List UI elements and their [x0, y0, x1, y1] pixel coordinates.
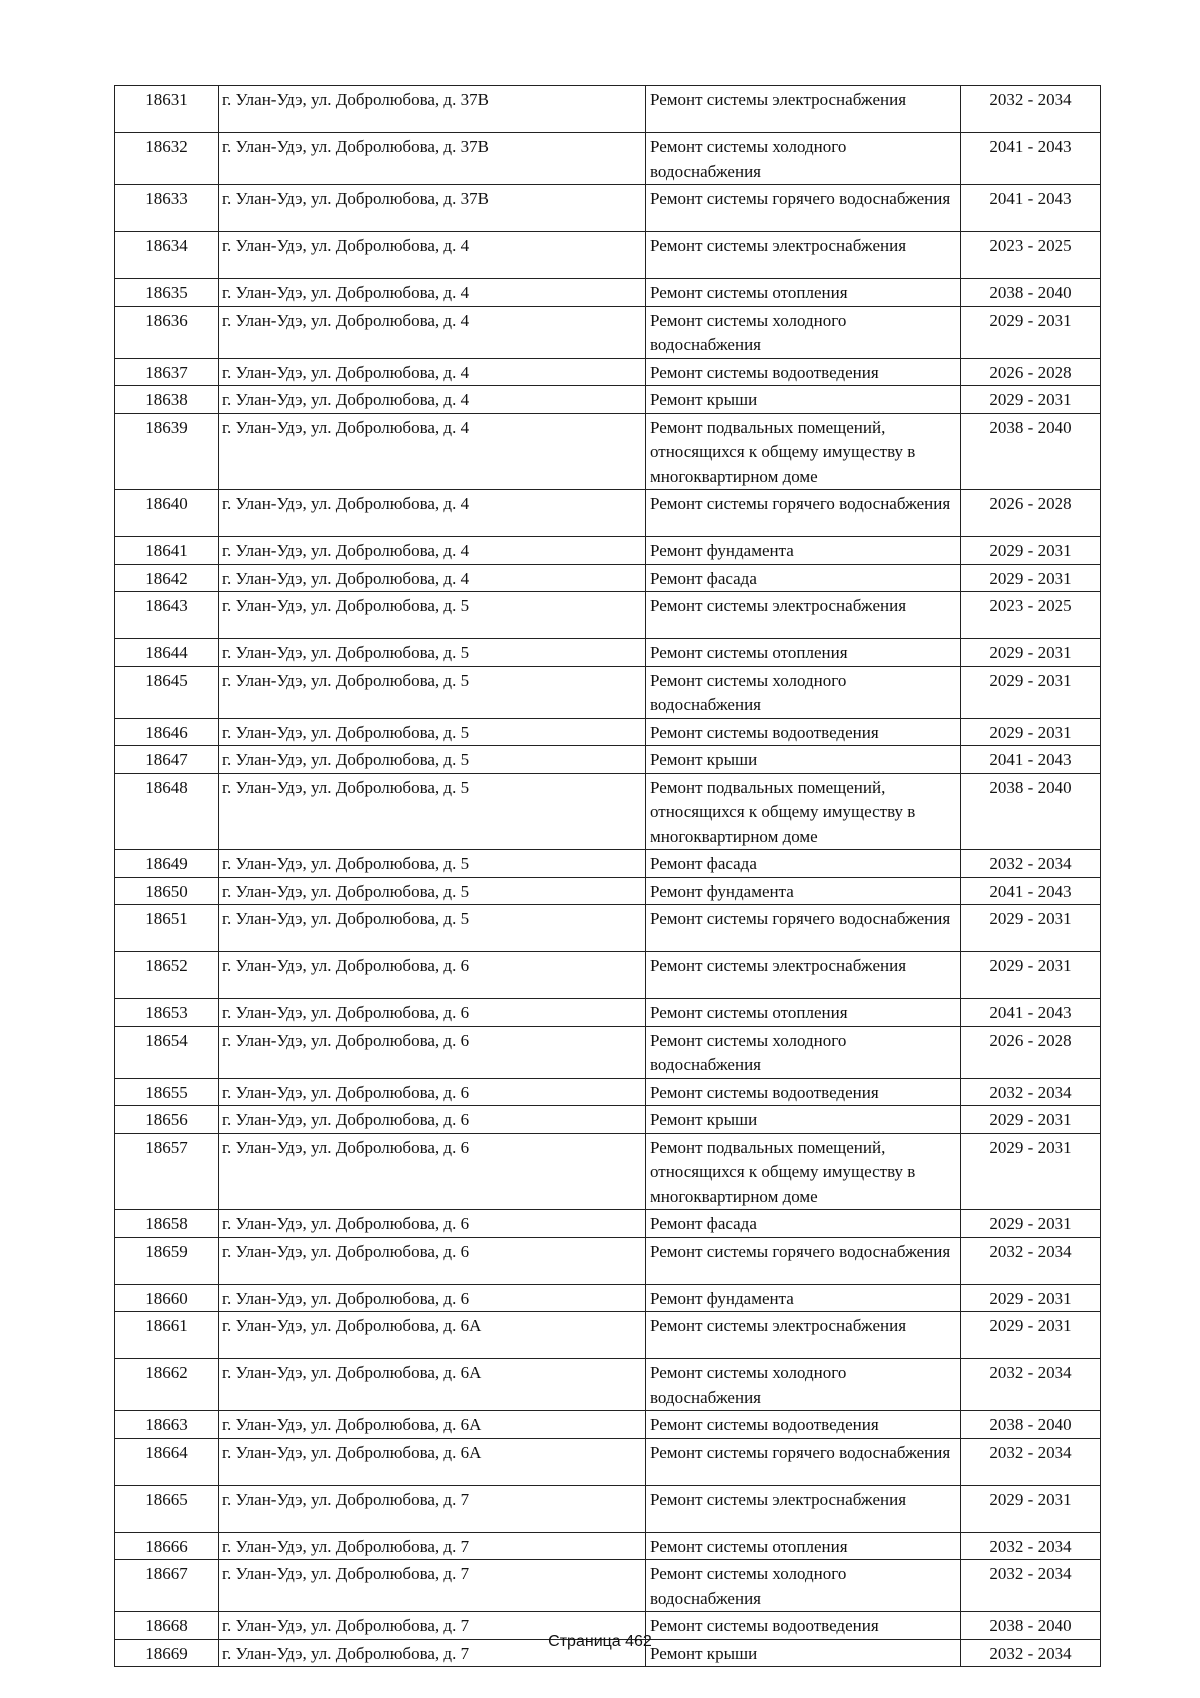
row-work-type: Ремонт системы водоотведения: [646, 718, 961, 746]
row-period: 2038 - 2040: [961, 413, 1101, 490]
row-work-type: Ремонт системы электроснабжения: [646, 232, 961, 279]
row-period: 2038 - 2040: [961, 773, 1101, 850]
row-number: 18666: [115, 1532, 219, 1560]
row-address: г. Улан-Удэ, ул. Добролюбова, д. 5: [219, 850, 646, 878]
table-row: [115, 1078, 1101, 1106]
row-number: 18642: [115, 564, 219, 592]
row-period: 2038 - 2040: [961, 1612, 1101, 1640]
row-period: 2029 - 2031: [961, 1312, 1101, 1359]
row-period: 2038 - 2040: [961, 1411, 1101, 1439]
row-number: 18647: [115, 746, 219, 774]
table-row: [115, 185, 1101, 232]
row-work-type: Ремонт подвальных помещений, относящихся к общему имуществу в многоквартирном доме: [646, 413, 961, 490]
row-address: г. Улан-Удэ, ул. Добролюбова, д. 4: [219, 386, 646, 414]
row-address: г. Улан-Удэ, ул. Добролюбова, д. 37В: [219, 185, 646, 232]
table-row: [115, 1359, 1101, 1411]
row-address: г. Улан-Удэ, ул. Добролюбова, д. 4: [219, 358, 646, 386]
table-row: [115, 746, 1101, 774]
row-number: 18652: [115, 952, 219, 999]
table-row: [115, 592, 1101, 639]
row-address: г. Улан-Удэ, ул. Добролюбова, д. 6: [219, 952, 646, 999]
row-number: 18648: [115, 773, 219, 850]
row-number: 18634: [115, 232, 219, 279]
row-number: 18640: [115, 490, 219, 537]
row-period: 2026 - 2028: [961, 490, 1101, 537]
row-work-type: Ремонт крыши: [646, 1639, 961, 1667]
row-address: г. Улан-Удэ, ул. Добролюбова, д. 5: [219, 905, 646, 952]
row-period: 2029 - 2031: [961, 952, 1101, 999]
row-address: г. Улан-Удэ, ул. Добролюбова, д. 6А: [219, 1411, 646, 1439]
row-period: 2032 - 2034: [961, 1078, 1101, 1106]
row-period: 2041 - 2043: [961, 185, 1101, 232]
row-number: 18651: [115, 905, 219, 952]
table-row: [115, 358, 1101, 386]
row-period: 2029 - 2031: [961, 1106, 1101, 1134]
capital-repair-table-container: [114, 85, 1100, 1667]
row-period: 2032 - 2034: [961, 1639, 1101, 1667]
table-row: [115, 1106, 1101, 1134]
row-work-type: Ремонт крыши: [646, 386, 961, 414]
row-period: 2029 - 2031: [961, 1210, 1101, 1238]
table-row: [115, 1560, 1101, 1612]
row-number: 18668: [115, 1612, 219, 1640]
row-period: 2032 - 2034: [961, 1237, 1101, 1284]
table-row: [115, 413, 1101, 490]
table-row: [115, 537, 1101, 565]
row-period: 2023 - 2025: [961, 592, 1101, 639]
table-row: [115, 1532, 1101, 1560]
row-number: 18649: [115, 850, 219, 878]
row-number: 18641: [115, 537, 219, 565]
row-work-type: Ремонт системы электроснабжения: [646, 592, 961, 639]
row-work-type: Ремонт фасада: [646, 564, 961, 592]
row-number: 18639: [115, 413, 219, 490]
table-row: [115, 639, 1101, 667]
row-period: 2029 - 2031: [961, 639, 1101, 667]
row-address: г. Улан-Удэ, ул. Добролюбова, д. 7: [219, 1485, 646, 1532]
row-number: 18655: [115, 1078, 219, 1106]
table-row: [115, 1438, 1101, 1485]
row-work-type: Ремонт системы отопления: [646, 1532, 961, 1560]
row-address: г. Улан-Удэ, ул. Добролюбова, д. 4: [219, 564, 646, 592]
row-address: г. Улан-Удэ, ул. Добролюбова, д. 5: [219, 639, 646, 667]
table-row: [115, 1411, 1101, 1439]
table-row: [115, 773, 1101, 850]
table-row: [115, 1133, 1101, 1210]
table-row: [115, 490, 1101, 537]
row-number: 18663: [115, 1411, 219, 1439]
row-work-type: Ремонт системы водоотведения: [646, 1612, 961, 1640]
row-work-type: Ремонт фасада: [646, 850, 961, 878]
row-address: г. Улан-Удэ, ул. Добролюбова, д. 6: [219, 1133, 646, 1210]
table-row: [115, 564, 1101, 592]
table-body: [115, 86, 1101, 1667]
row-work-type: Ремонт системы водоотведения: [646, 358, 961, 386]
row-address: г. Улан-Удэ, ул. Добролюбова, д. 5: [219, 592, 646, 639]
row-number: 18669: [115, 1639, 219, 1667]
table-row: [115, 1237, 1101, 1284]
row-period: 2029 - 2031: [961, 537, 1101, 565]
row-number: 18664: [115, 1438, 219, 1485]
row-address: г. Улан-Удэ, ул. Добролюбова, д. 7: [219, 1560, 646, 1612]
row-address: г. Улан-Удэ, ул. Добролюбова, д. 6А: [219, 1438, 646, 1485]
table-row: [115, 1485, 1101, 1532]
row-number: 18643: [115, 592, 219, 639]
row-address: г. Улан-Удэ, ул. Добролюбова, д. 6А: [219, 1312, 646, 1359]
row-period: 2041 - 2043: [961, 877, 1101, 905]
row-period: 2029 - 2031: [961, 666, 1101, 718]
row-address: г. Улан-Удэ, ул. Добролюбова, д. 4: [219, 413, 646, 490]
row-address: г. Улан-Удэ, ул. Добролюбова, д. 6: [219, 1237, 646, 1284]
table-row: [115, 86, 1101, 133]
row-work-type: Ремонт подвальных помещений, относящихся к общему имуществу в многоквартирном доме: [646, 773, 961, 850]
row-number: 18635: [115, 279, 219, 307]
table-row: [115, 232, 1101, 279]
row-period: 2029 - 2031: [961, 1133, 1101, 1210]
row-address: г. Улан-Удэ, ул. Добролюбова, д. 7: [219, 1612, 646, 1640]
row-number: 18659: [115, 1237, 219, 1284]
row-period: 2029 - 2031: [961, 564, 1101, 592]
row-period: 2026 - 2028: [961, 1026, 1101, 1078]
row-period: 2029 - 2031: [961, 386, 1101, 414]
row-work-type: Ремонт системы горячего водоснабжения: [646, 1237, 961, 1284]
row-period: 2032 - 2034: [961, 1359, 1101, 1411]
row-address: г. Улан-Удэ, ул. Добролюбова, д. 4: [219, 537, 646, 565]
table-row: [115, 1026, 1101, 1078]
table-row: [115, 306, 1101, 358]
table-row: [115, 877, 1101, 905]
row-number: 18638: [115, 386, 219, 414]
row-address: г. Улан-Удэ, ул. Добролюбова, д. 4: [219, 279, 646, 307]
row-work-type: Ремонт системы горячего водоснабжения: [646, 185, 961, 232]
table-row: [115, 718, 1101, 746]
row-address: г. Улан-Удэ, ул. Добролюбова, д. 6А: [219, 1359, 646, 1411]
table-row: [115, 1210, 1101, 1238]
row-address: г. Улан-Удэ, ул. Добролюбова, д. 7: [219, 1532, 646, 1560]
table-row: [115, 279, 1101, 307]
row-address: г. Улан-Удэ, ул. Добролюбова, д. 5: [219, 773, 646, 850]
row-number: 18661: [115, 1312, 219, 1359]
row-work-type: Ремонт системы горячего водоснабжения: [646, 1438, 961, 1485]
row-address: г. Улан-Удэ, ул. Добролюбова, д. 6: [219, 1210, 646, 1238]
row-address: г. Улан-Удэ, ул. Добролюбова, д. 37В: [219, 133, 646, 185]
row-work-type: Ремонт крыши: [646, 746, 961, 774]
row-period: 2032 - 2034: [961, 1560, 1101, 1612]
table-row: [115, 850, 1101, 878]
row-address: г. Улан-Удэ, ул. Добролюбова, д. 4: [219, 490, 646, 537]
row-period: 2029 - 2031: [961, 718, 1101, 746]
row-address: г. Улан-Удэ, ул. Добролюбова, д. 6: [219, 1284, 646, 1312]
row-address: г. Улан-Удэ, ул. Добролюбова, д. 4: [219, 306, 646, 358]
row-number: 18654: [115, 1026, 219, 1078]
row-work-type: Ремонт фундамента: [646, 877, 961, 905]
row-number: 18665: [115, 1485, 219, 1532]
row-period: 2032 - 2034: [961, 1532, 1101, 1560]
table-row: [115, 1312, 1101, 1359]
row-work-type: Ремонт системы отопления: [646, 279, 961, 307]
row-address: г. Улан-Удэ, ул. Добролюбова, д. 6: [219, 1026, 646, 1078]
row-work-type: Ремонт фундамента: [646, 537, 961, 565]
row-address: г. Улан-Удэ, ул. Добролюбова, д. 7: [219, 1639, 646, 1667]
row-address: г. Улан-Удэ, ул. Добролюбова, д. 5: [219, 746, 646, 774]
table-row: [115, 386, 1101, 414]
row-period: 2026 - 2028: [961, 358, 1101, 386]
table-row: [115, 1284, 1101, 1312]
row-number: 18657: [115, 1133, 219, 1210]
page-number: Страница 462: [548, 1633, 652, 1650]
row-number: 18646: [115, 718, 219, 746]
capital-repair-table: [114, 85, 1101, 1667]
row-work-type: Ремонт системы холодного водоснабжения: [646, 133, 961, 185]
row-address: г. Улан-Удэ, ул. Добролюбова, д. 6: [219, 1106, 646, 1134]
row-number: 18637: [115, 358, 219, 386]
row-work-type: Ремонт системы электроснабжения: [646, 86, 961, 133]
row-number: 18645: [115, 666, 219, 718]
row-number: 18662: [115, 1359, 219, 1411]
row-work-type: Ремонт системы водоотведения: [646, 1078, 961, 1106]
table-row: [115, 905, 1101, 952]
row-period: 2029 - 2031: [961, 905, 1101, 952]
table-row: [115, 999, 1101, 1027]
table-row: [115, 133, 1101, 185]
row-number: 18632: [115, 133, 219, 185]
row-period: 2038 - 2040: [961, 279, 1101, 307]
row-period: 2029 - 2031: [961, 1284, 1101, 1312]
row-work-type: Ремонт подвальных помещений, относящихся к общему имуществу в многоквартирном доме: [646, 1133, 961, 1210]
row-period: 2032 - 2034: [961, 1438, 1101, 1485]
row-period: 2032 - 2034: [961, 850, 1101, 878]
row-address: г. Улан-Удэ, ул. Добролюбова, д. 6: [219, 999, 646, 1027]
table-row: [115, 952, 1101, 999]
table-row: [115, 666, 1101, 718]
row-work-type: Ремонт фундамента: [646, 1284, 961, 1312]
row-number: 18658: [115, 1210, 219, 1238]
row-work-type: Ремонт системы холодного водоснабжения: [646, 1359, 961, 1411]
row-address: г. Улан-Удэ, ул. Добролюбова, д. 6: [219, 1078, 646, 1106]
row-work-type: Ремонт фасада: [646, 1210, 961, 1238]
row-work-type: Ремонт системы электроснабжения: [646, 1485, 961, 1532]
row-period: 2023 - 2025: [961, 232, 1101, 279]
row-work-type: Ремонт системы холодного водоснабжения: [646, 1026, 961, 1078]
row-period: 2032 - 2034: [961, 86, 1101, 133]
row-work-type: Ремонт системы водоотведения: [646, 1411, 961, 1439]
row-number: 18650: [115, 877, 219, 905]
row-work-type: Ремонт системы отопления: [646, 639, 961, 667]
row-number: 18631: [115, 86, 219, 133]
row-work-type: Ремонт системы горячего водоснабжения: [646, 490, 961, 537]
row-work-type: Ремонт системы холодного водоснабжения: [646, 666, 961, 718]
row-address: г. Улан-Удэ, ул. Добролюбова, д. 37В: [219, 86, 646, 133]
row-work-type: Ремонт системы горячего водоснабжения: [646, 905, 961, 952]
row-period: 2041 - 2043: [961, 746, 1101, 774]
row-address: г. Улан-Удэ, ул. Добролюбова, д. 4: [219, 232, 646, 279]
row-number: 18644: [115, 639, 219, 667]
row-period: 2029 - 2031: [961, 306, 1101, 358]
row-address: г. Улан-Удэ, ул. Добролюбова, д. 5: [219, 718, 646, 746]
row-work-type: Ремонт системы электроснабжения: [646, 1312, 961, 1359]
row-period: 2029 - 2031: [961, 1485, 1101, 1532]
row-work-type: Ремонт системы холодного водоснабжения: [646, 1560, 961, 1612]
row-number: 18636: [115, 306, 219, 358]
row-number: 18667: [115, 1560, 219, 1612]
row-address: г. Улан-Удэ, ул. Добролюбова, д. 5: [219, 877, 646, 905]
row-number: 18653: [115, 999, 219, 1027]
row-work-type: Ремонт системы холодного водоснабжения: [646, 306, 961, 358]
row-address: г. Улан-Удэ, ул. Добролюбова, д. 5: [219, 666, 646, 718]
row-work-type: Ремонт системы отопления: [646, 999, 961, 1027]
row-number: 18660: [115, 1284, 219, 1312]
row-work-type: Ремонт крыши: [646, 1106, 961, 1134]
row-period: 2041 - 2043: [961, 133, 1101, 185]
row-work-type: Ремонт системы электроснабжения: [646, 952, 961, 999]
row-period: 2041 - 2043: [961, 999, 1101, 1027]
row-number: 18656: [115, 1106, 219, 1134]
row-number: 18633: [115, 185, 219, 232]
